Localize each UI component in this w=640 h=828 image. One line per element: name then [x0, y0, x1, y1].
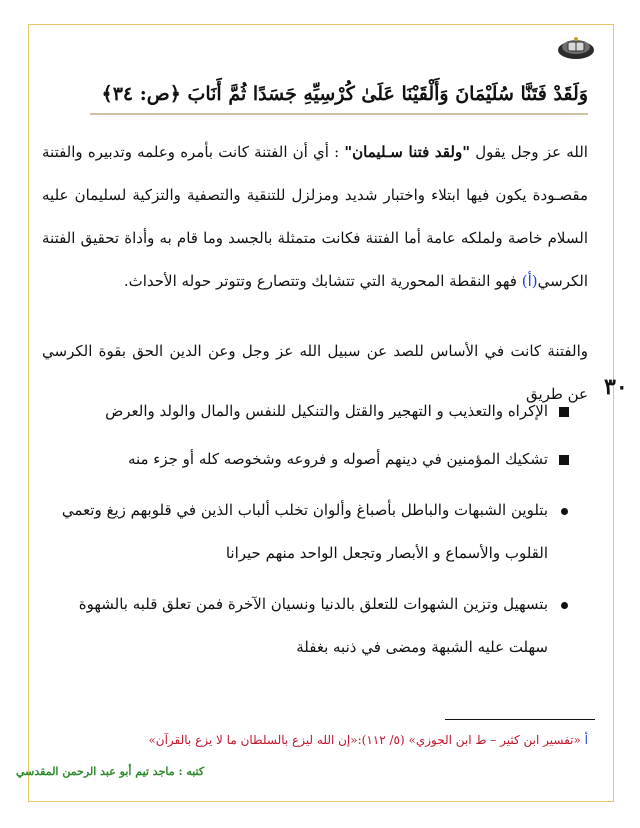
list-item — [42, 583, 588, 669]
quoted-verse: "ولقد فتنا سـليمان" — [344, 143, 471, 161]
list-item-text: الإكراه والتعذيب و التهجير والقتل والتنكيل للنفس والمال والولد والعرض — [105, 402, 548, 420]
para-text-middle: : أي أن الفتنة كانت بأمره وعلمه وتدبيره والفتنة مقصـودة يكون فيها ابتلاء واختبار شديد ومزلزل للتنقية والتصفية والتزكية لسليمان عليه السلام خاصة ولملكه عامة أما الفتنة فكانت متمثلة بالجسد وما قام به وأداة تحقيق الفتنة الكرسي — [42, 143, 588, 290]
footnote-separator — [445, 719, 595, 720]
dot-bullet-icon — [554, 489, 574, 532]
list-item-text: بتسهيل وتزين الشهوات للتعلق بالدنيا ونسيان الآخرة فمن تعلق قلبه بالشهوة سهلت عليه الشبهة ومضى في ذنبه بغفلة — [78, 595, 548, 656]
paragraph-means: والفتنة كانت في الأساس للصد عن سبيل الله عز وجل وعن الدين الحق بقوة الكرسي عن طريق — [42, 342, 588, 403]
footnote-marker: أ — [584, 733, 588, 747]
list-item — [42, 489, 588, 575]
verse-underline — [90, 113, 588, 115]
verse-heading: وَلَقَدْ فَتَنَّا سُلَيْمَانَ وَأَلْقَيْنَا عَلَىٰ كُرْسِيِّهِ جَسَدًا ثُمَّ أَنَابَ ﴿ص: ٣٤﴾ — [101, 83, 588, 105]
square-bullet-icon — [554, 390, 574, 433]
footnote-text: «تفسير ابن كثير – ط ابن الجوزي» (٥/ ١١٢):«إن الله ليزع بالسلطان ما لا يزع بالقرآن» — [148, 733, 585, 747]
list-item-text: بتلوين الشبهات والباطل بأصباغ وألوان تخلب ألباب الذين في قلوبهم زيغ وتعمي القلوب والأسماع و الأبصار وتجعل الواحد منهم حيرانا — [61, 501, 548, 562]
para-text-end: فهو النقطة المحورية التي تتشابك وتتصارع وتتوتر حوله الأحداث. — [123, 272, 522, 290]
means-list — [42, 390, 588, 669]
paragraph-intro — [42, 131, 588, 303]
para-text-start: الله عز وجل يقول — [470, 143, 588, 161]
footnote-reference[interactable]: (أ) — [521, 272, 538, 290]
square-bullet-icon — [554, 438, 574, 481]
list-item-text: تشكيك المؤمنين في دينهم أصوله و فروعه وشخوصه كله أو جزء منه — [127, 450, 548, 468]
author-signature: كتبه : ماجد تيم أبو عبد الرحمن المقدسي — [16, 765, 205, 778]
footnote — [42, 731, 588, 749]
list-item — [42, 390, 588, 433]
list-item — [42, 438, 588, 481]
dot-bullet-icon — [554, 583, 574, 626]
book-emblem-icon — [556, 34, 596, 62]
page-number: ٣٠ — [604, 374, 628, 400]
